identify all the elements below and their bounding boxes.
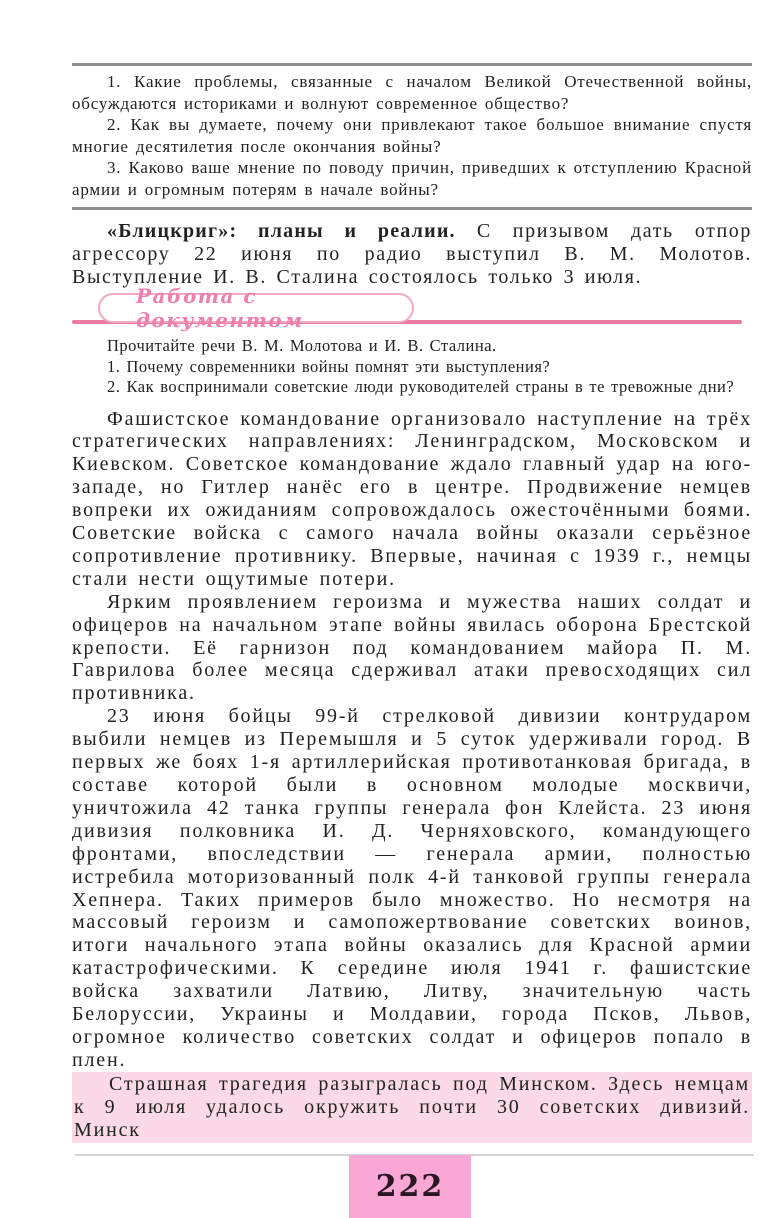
chapter-question: 2. Как вы думаете, почему они привлекают такое большое внимание спустя многие десятилетия после окончания войны? [72, 115, 752, 156]
document-questions-block [72, 336, 752, 398]
chapter-questions-block [72, 63, 752, 210]
document-work-badge-label: Работа с документом [136, 284, 304, 332]
document-work-header [72, 284, 752, 332]
section-heading: «Блицкриг»: планы и реалии. [107, 220, 456, 242]
body-text [72, 408, 752, 1143]
section-lead-paragraph [72, 220, 752, 289]
page-number: 222 [375, 1169, 445, 1204]
body-paragraph: Ярким проявлением героизма и мужества наших солдат и офицеров на начальном этапе войны явилась оборона Брестской крепости. Её гарнизон под командованием майора П. М. Гаврилова более месяца сдерживал атаки превосходящих сил противника. [72, 590, 752, 705]
section-lead-text: С призывом дать отпор агрессору 22 июня по радио выступил В. М. Молотов. Выступление И. В. Сталина состоялось только 3 июля. [72, 220, 753, 288]
body-paragraph: 23 июня бойцы 99-й стрелковой дивизии контрударом выбили немцев из Перемышля и 5 суток удерживали город. В первых же боях 1-я артиллерийская противотанковая бригада, в составе которой были в основном молодые москвичи, уничтожила 42 танка группы генерала фон Клейста. 23 июня дивизия полковника И. Д. Черняховского, командующего фронтами, впоследствии — генерала армии, полностью истребила моторизованный полк 4-й танковой группы генерала Хепнера. Таких примеров было множество. Но несмотря на массовый героизм и самопожертвование советских воинов, итоги начального этапа войны оказались для Красной армии катастрофическими. К середине июля 1941 г. фашистские войска захватили Латвию, Литву, значительную часть Белоруссии, Украины и Молдавии, города Псков, Львов, огромное количество советских солдат и офицеров попало в плен. [72, 705, 752, 1071]
document-work-badge [98, 284, 414, 332]
document-question: 2. Как воспринимали советские люди руководителей страны в те тревожные дни? [107, 377, 735, 396]
highlighted-paragraph: Страшная трагедия разыгралась под Минском. Здесь немцам к 9 июля удалось окружить почти 30 советских дивизий. Минск [74, 1072, 750, 1141]
document-question: 1. Почему современники войны помнят эти выступления? [107, 356, 551, 376]
document-intro: Прочитайте речи В. М. Молотова и И. В. Сталина. [107, 336, 497, 355]
page-number-box [349, 1155, 471, 1218]
chapter-question: 3. Каково ваше мнение по поводу причин, приведших к отступлению Красной армии и огромным потерям в начале войны? [72, 158, 752, 199]
chapter-question: 1. Какие проблемы, связанные с началом Великой Отечественной войны, обсуждаются историками и волнуют современное общество? [72, 72, 752, 113]
text-column [72, 63, 752, 1143]
body-paragraph: Фашистское командование организовало наступление на трёх стратегических направлениях: Ленинградском, Московском и Киевском. Советское командование ждало главный удар на юго-западе, но Гитлер нанёс его в центре. Продвижение немцев вопреки их ожиданиям сопровождалось ожесточёнными боями. Советские войска с самого начала войны оказали серьёзное сопротивление противнику. Впервые, начиная с 1939 г., немцы стали нести ощутимые потери. [72, 407, 752, 590]
